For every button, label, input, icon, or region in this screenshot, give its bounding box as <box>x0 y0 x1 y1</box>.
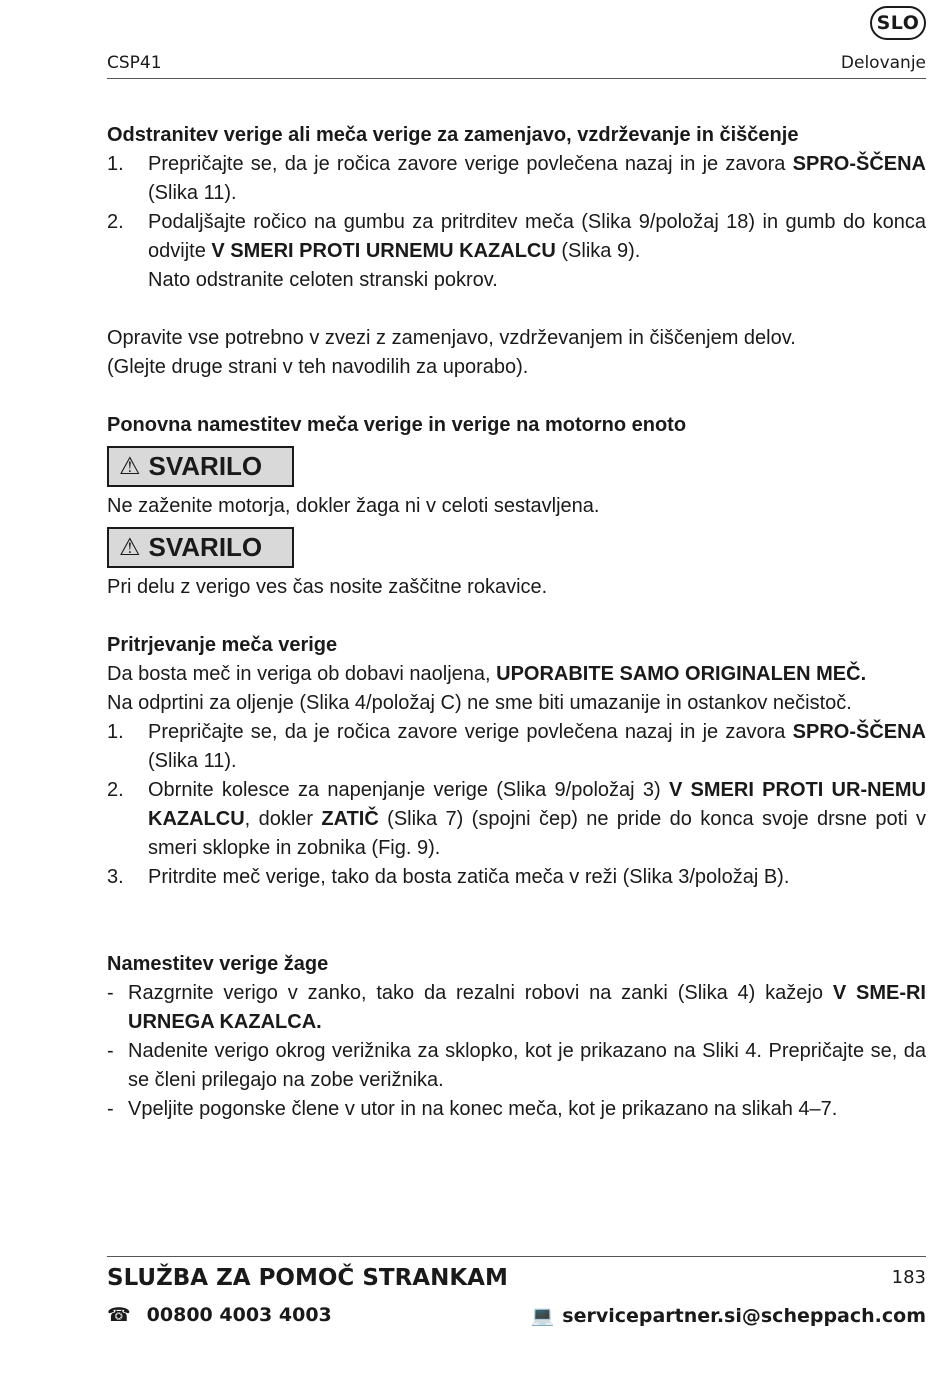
warning-icon: ⚠ <box>119 452 141 480</box>
warning-text: Pri delu z verigo ves čas nosite zaščitne rokavice. <box>107 576 548 598</box>
paragraph: (Glejte druge strani v teh navodilih za uporabo). <box>107 356 529 378</box>
item-bullet: - <box>107 1098 114 1120</box>
list-item <box>107 1037 926 1095</box>
item-number: 2. <box>107 779 124 801</box>
item-text: Vpeljite pogonske člene v utor in na konec meča, kot je prikazano na slikah 4–7. <box>128 1098 838 1120</box>
warning-label: SVARILO <box>148 532 263 562</box>
list-item <box>107 776 926 863</box>
item-text: Obrnite kolesce za napenjanje verige (Slika 9/položaj 3) V SMERI PROTI UR-NEMU KAZALCU, dokler ZATIČ (Slika 7) (spojni čep) ne pride do konca svoje drsne poti v smeri sklopke in zobnika (Fig. 9). <box>148 779 926 859</box>
list-item <box>107 208 926 295</box>
page-number: 183 <box>891 1267 926 1288</box>
list-item <box>107 1095 926 1124</box>
email-contact <box>531 1304 926 1327</box>
item-number: 2. <box>107 211 124 233</box>
item-text: Prepričajte se, da je ročica zavore verige povlečena nazaj in je zavora SPRO-ŠČENA (Slika 11). <box>148 721 926 772</box>
phone-icon: ☎ <box>107 1304 131 1326</box>
email-address[interactable]: servicepartner.si@scheppach.com <box>562 1304 926 1327</box>
item-number: 1. <box>107 721 124 743</box>
phone-number: 00800 4003 4003 <box>146 1304 332 1326</box>
item-number: 1. <box>107 153 124 175</box>
section-title: Odstranitev verige ali meča verige za zamenjavo, vzdrževanje in čiščenje <box>107 124 799 146</box>
item-number: 3. <box>107 866 124 888</box>
section-name: Delovanje <box>840 53 926 73</box>
page-header <box>107 50 926 79</box>
list-item <box>107 863 926 892</box>
item-text: Pritrdite meč verige, tako da bosta zatiča meča v reži (Slika 3/položaj B). <box>148 866 790 888</box>
list-item <box>107 718 926 776</box>
warning-text: Ne zaženite motorja, dokler žaga ni v celoti sestavljena. <box>107 495 600 517</box>
section-title: Namestitev verige žage <box>107 953 329 975</box>
section-title: Ponovna namestitev meča verige in verige na motorno enoto <box>107 414 687 436</box>
phone-contact <box>107 1304 332 1326</box>
page-footer <box>107 1256 926 1327</box>
laptop-icon: 💻 <box>530 1305 555 1327</box>
item-bullet: - <box>107 982 114 1004</box>
language-badge: SLO <box>870 6 926 40</box>
item-bullet: - <box>107 1040 114 1062</box>
item-text: Podaljšajte ročico na gumbu za pritrditev meča (Slika 9/položaj 18) in gumb do konca odvijte V SMERI PROTI URNEMU KAZALCU (Slika 9). Nato odstranite celoten stranski pokrov. <box>148 211 926 291</box>
list-item <box>107 150 926 208</box>
model-name: CSP41 <box>107 53 162 73</box>
warning-icon: ⚠ <box>119 533 141 561</box>
list-item <box>107 979 926 1037</box>
paragraph: Na odprtini za oljenje (Slika 4/položaj C) ne sme biti umazanije in ostankov nečistoč. <box>107 692 852 714</box>
item-text: Razgrnite verigo v zanko, tako da rezalni robovi na zanki (Slika 4) kažejo V SME-RI URNEGA KAZALCA. <box>128 982 926 1033</box>
page-content <box>107 121 926 1124</box>
paragraph: Da bosta meč in veriga ob dobavi naoljena, UPORABITE SAMO ORIGINALEN MEČ. <box>107 663 867 685</box>
warning-box <box>107 527 294 568</box>
section-title: Pritrjevanje meča verige <box>107 634 338 656</box>
paragraph: Opravite vse potrebno v zvezi z zamenjavo, vzdrževanjem in čiščenjem delov. <box>107 327 796 349</box>
service-title: SLUŽBA ZA POMOČ STRANKAM <box>107 1265 508 1291</box>
item-text: Prepričajte se, da je ročica zavore verige povlečena nazaj in je zavora SPRO-ŠČENA (Slika 11). <box>148 153 926 204</box>
item-text: Nadenite verigo okrog verižnika za sklopko, kot je prikazano na Sliki 4. Prepričajte se, da se členi prilegajo na zobe verižnika. <box>128 1040 926 1091</box>
warning-label: SVARILO <box>148 451 263 481</box>
warning-box <box>107 446 294 487</box>
